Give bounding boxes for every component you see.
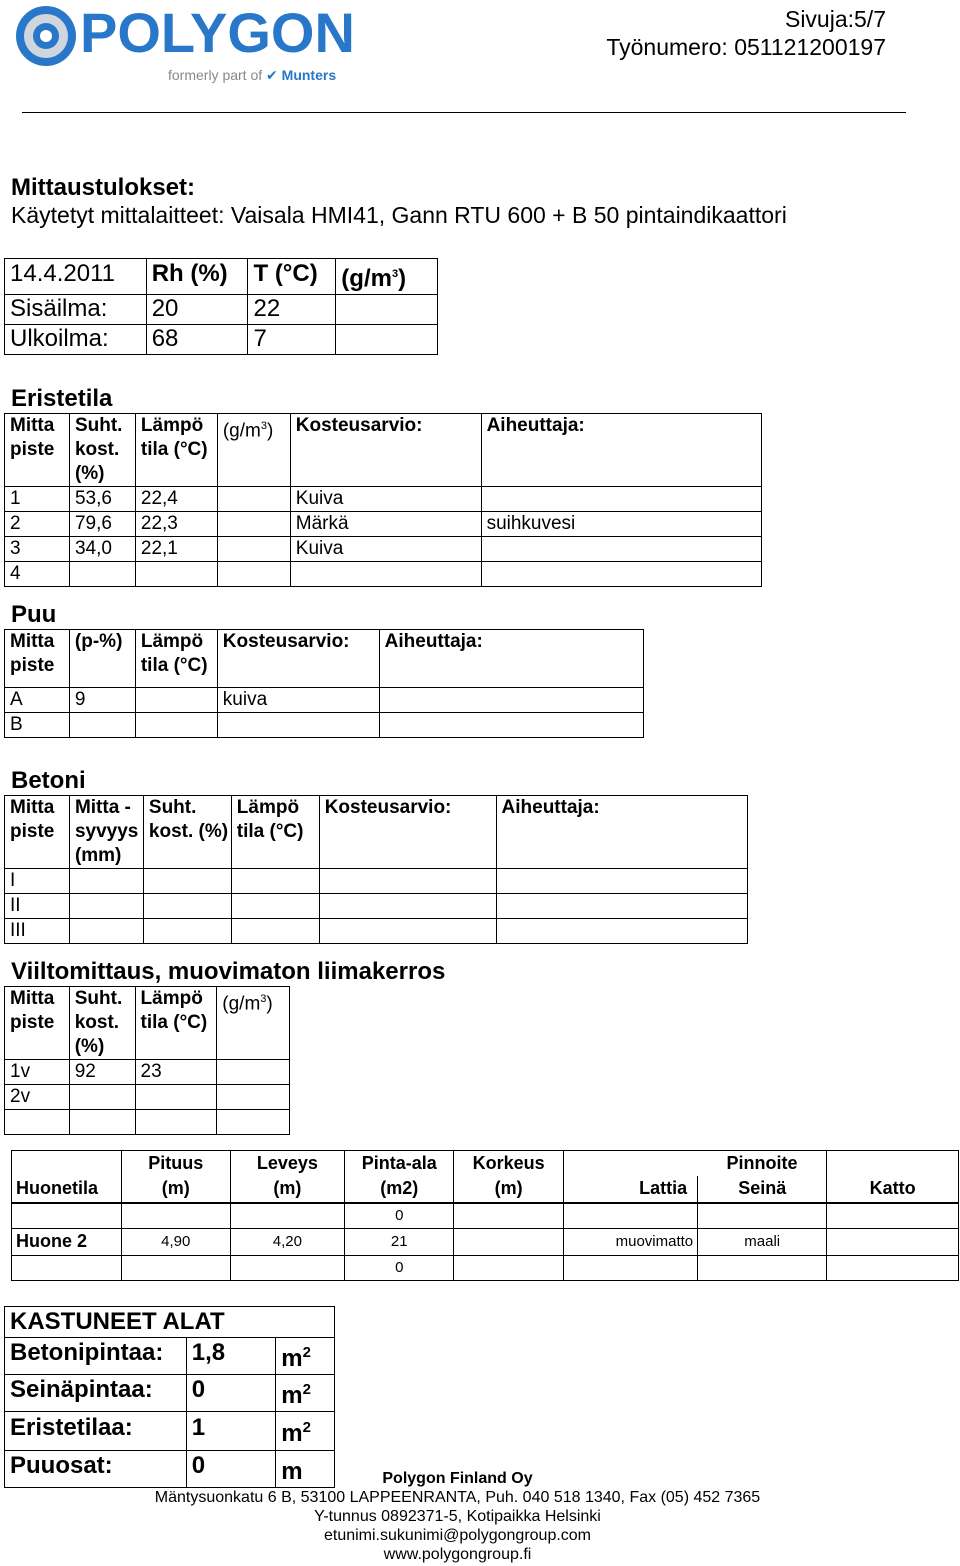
cell-temp [135, 1110, 217, 1135]
rooms-row [12, 1255, 959, 1280]
air-t: 22 [248, 295, 336, 325]
cell-assess [217, 713, 379, 738]
cell-cause: suihkuvesi [481, 512, 761, 537]
rooms-cell [563, 1255, 697, 1280]
col-g: $(g/m^3)$ [217, 414, 290, 487]
wet-areas-table [4, 1306, 335, 1488]
col-g: $(g/m^3)$ [217, 987, 290, 1060]
rooms-h: (m2) [345, 1176, 454, 1203]
cell-point: 1 [5, 487, 70, 512]
air-date: 14.4.2011 [5, 259, 147, 295]
air-rh: 68 [146, 325, 248, 355]
cell-rh [69, 1110, 135, 1135]
rooms-h [827, 1151, 959, 1176]
viilto-title: Viiltomittaus, muovimaton liimakerros [11, 958, 446, 985]
col-point: Mitta piste [5, 414, 70, 487]
cell-rh: 92 [69, 1060, 135, 1085]
viilto-table [4, 986, 290, 1135]
rooms-row [12, 1228, 959, 1255]
rooms-cell [454, 1255, 563, 1280]
cell-point: 1v [5, 1060, 70, 1085]
rooms-cell: muovimatto [563, 1228, 697, 1255]
rooms-cell: 0 [345, 1255, 454, 1280]
col-cause: Aiheuttaja: [481, 414, 761, 487]
rooms-h [563, 1151, 697, 1176]
col-temp: Lämpö tila (°C) [135, 414, 217, 487]
cell-g [217, 1110, 290, 1135]
air-g [336, 325, 438, 355]
rooms-h: Huonetila [12, 1176, 122, 1203]
col-p: (p-%) [69, 630, 135, 688]
logo [14, 2, 364, 87]
air-label: Ulkoilma: [5, 325, 147, 355]
rooms-cell [698, 1255, 827, 1280]
cell-cause [379, 713, 643, 738]
rooms-cell: 0 [345, 1203, 454, 1229]
wet-unit: $m^2$ [276, 1412, 335, 1451]
cell-g [217, 512, 290, 537]
rooms-cell [121, 1203, 230, 1229]
rooms-header-1 [12, 1151, 959, 1176]
cell-temp: 23 [135, 1060, 217, 1085]
col-temp: Lämpö tila (°C) [135, 987, 217, 1060]
wet-label: Eristetilaa: [5, 1412, 187, 1451]
page-number: Sivuja:5/7 [784, 6, 886, 32]
rooms-h: Korkeus [454, 1151, 563, 1176]
air-col-t: T (°C) [248, 259, 336, 295]
header-rule [22, 112, 906, 113]
rooms-h: Pinta-ala [345, 1151, 454, 1176]
cell-cause [481, 487, 761, 512]
rooms-h: Pinnoite [698, 1151, 827, 1176]
wet-unit: $m^2$ [276, 1338, 335, 1375]
rooms-cell [827, 1228, 959, 1255]
cell-g [217, 1085, 290, 1110]
air-t: 7 [248, 325, 336, 355]
rooms-cell [12, 1255, 122, 1280]
wet-value: 0 [186, 1375, 275, 1412]
munters-icon: ✔ [266, 67, 278, 83]
rooms-h: (m) [454, 1176, 563, 1203]
rooms-cell: Huone 2 [12, 1228, 122, 1255]
rooms-header-2 [12, 1176, 959, 1203]
cell-point: A [5, 688, 70, 713]
cell-g [217, 1060, 290, 1085]
cell-assess [290, 562, 481, 587]
betoni-table [4, 795, 748, 944]
rooms-cell [12, 1203, 122, 1229]
logo-gear-icon [14, 4, 78, 68]
col-rh: Suht. kost. (%) [69, 414, 135, 487]
cell-temp: 22,3 [135, 512, 217, 537]
eristetila-table [4, 413, 762, 587]
rooms-h: Pituus [121, 1151, 230, 1176]
rooms-h: Leveys [230, 1151, 344, 1176]
wet-value: 1 [186, 1412, 275, 1451]
rooms-cell [230, 1203, 344, 1229]
rooms-cell [121, 1255, 230, 1280]
cell-rh [69, 562, 135, 587]
cell-assess: Kuiva [290, 487, 481, 512]
col-depth: Mitta - syvyys (mm) [69, 796, 143, 869]
col-point: Mitta piste [5, 630, 70, 688]
rooms-cell [698, 1203, 827, 1229]
col-rh: Suht. kost. (%) [143, 796, 231, 869]
col-cause: Aiheuttaja: [379, 630, 643, 688]
footer-company: Polygon Finland Oy [382, 1470, 533, 1487]
job-number: Työnumero: 051121200197 [606, 34, 886, 60]
cell-assess: Märkä [290, 512, 481, 537]
cell-rh: 79,6 [69, 512, 135, 537]
cell-point: 2 [5, 512, 70, 537]
col-rh: Suht. kost. (%) [69, 987, 135, 1060]
wet-unit: $m^2$ [276, 1375, 335, 1412]
rooms-h: Lattia [563, 1176, 697, 1203]
cell-point: 2v [5, 1085, 70, 1110]
wet-label: Puuosat: [5, 1451, 187, 1488]
air-col-g: $(g/m^3)$ [336, 259, 438, 295]
logo-sub: formerly part of ✔ Munters [168, 67, 337, 83]
col-point: Mitta piste [5, 796, 70, 869]
footer-address: Mäntysuonkatu 6 B, 53100 LAPPEENRANTA, Puh. 040 518 1340, Fax (05) 452 7365 [154, 1489, 761, 1506]
cell-rh: 53,6 [69, 487, 135, 512]
rooms-h: (m) [121, 1176, 230, 1203]
air-rh: 20 [146, 295, 248, 325]
eristetila-title: Eristetila [11, 385, 113, 412]
cell-temp [135, 713, 217, 738]
air-col-rh: Rh (%) [146, 259, 248, 295]
rooms-cell: 21 [345, 1228, 454, 1255]
cell-rh: 34,0 [69, 537, 135, 562]
cell-g [217, 562, 290, 587]
rooms-cell [230, 1255, 344, 1280]
cell-point: 3 [5, 537, 70, 562]
wet-unit: m [276, 1451, 335, 1488]
betoni-title: Betoni [11, 767, 86, 794]
cell-temp [135, 1085, 217, 1110]
wet-value: 1,8 [186, 1338, 275, 1375]
cell-point: I [5, 869, 70, 894]
rooms-cell [454, 1203, 563, 1229]
results-title: Mittaustulokset: [11, 174, 196, 201]
logo-wordmark: POLYGON [80, 1, 355, 64]
rooms-cell [827, 1255, 959, 1280]
rooms-row [12, 1203, 959, 1229]
cell-point: II [5, 894, 70, 919]
rooms-h: Katto [827, 1176, 959, 1203]
cell-point: III [5, 919, 70, 944]
cell-assess: kuiva [217, 688, 379, 713]
cell-temp: 22,1 [135, 537, 217, 562]
cell-point [5, 1110, 70, 1135]
footer [100, 1469, 815, 1564]
rooms-cell [827, 1203, 959, 1229]
col-cause: Aiheuttaja: [496, 796, 747, 869]
cell-cause [481, 537, 761, 562]
rooms-cell: 4,20 [230, 1228, 344, 1255]
air-label: Sisäilma: [5, 295, 147, 325]
rooms-cell: 4,90 [121, 1228, 230, 1255]
col-assess: Kosteusarvio: [217, 630, 379, 688]
cell-cause [379, 688, 643, 713]
air-g [336, 295, 438, 325]
cell-p: 9 [69, 688, 135, 713]
col-assess: Kosteusarvio: [319, 796, 496, 869]
cell-temp [135, 562, 217, 587]
wet-label: Betonipintaa: [5, 1338, 187, 1375]
col-temp: Lämpö tila (°C) [135, 630, 217, 688]
air-table [4, 258, 438, 355]
col-temp: Lämpö tila (°C) [231, 796, 319, 869]
rooms-table [11, 1150, 959, 1281]
footer-web[interactable]: www.polygongroup.fi [383, 1546, 532, 1563]
wet-value: 0 [186, 1451, 275, 1488]
wet-label: Seinäpintaa: [5, 1375, 187, 1412]
devices-text: Käytetyt mittalaitteet: Vaisala HMI41, Gann RTU 600 + B 50 pintaindikaattori [11, 202, 787, 228]
wet-title: KASTUNEET ALAT [5, 1307, 335, 1338]
rooms-h [12, 1151, 122, 1176]
puu-title: Puu [11, 601, 57, 628]
rooms-h: (m) [230, 1176, 344, 1203]
cell-g [217, 487, 290, 512]
cell-assess: Kuiva [290, 537, 481, 562]
cell-temp: 22,4 [135, 487, 217, 512]
footer-email[interactable]: etunimi.sukunimi@polygongroup.com [323, 1527, 592, 1544]
rooms-cell [563, 1203, 697, 1229]
cell-p [69, 713, 135, 738]
rooms-cell: maali [698, 1228, 827, 1255]
cell-point: B [5, 713, 70, 738]
col-point: Mitta piste [5, 987, 70, 1060]
footer-ytunnus: Y-tunnus 0892371-5, Kotipaikka Helsinki [314, 1508, 601, 1525]
cell-temp [135, 688, 217, 713]
rooms-h: Seinä [698, 1176, 827, 1203]
rooms-cell [454, 1228, 563, 1255]
cell-cause [481, 562, 761, 587]
cell-g [217, 537, 290, 562]
puu-table [4, 629, 644, 738]
col-assess: Kosteusarvio: [290, 414, 481, 487]
cell-rh [69, 1085, 135, 1110]
cell-point: 4 [5, 562, 70, 587]
